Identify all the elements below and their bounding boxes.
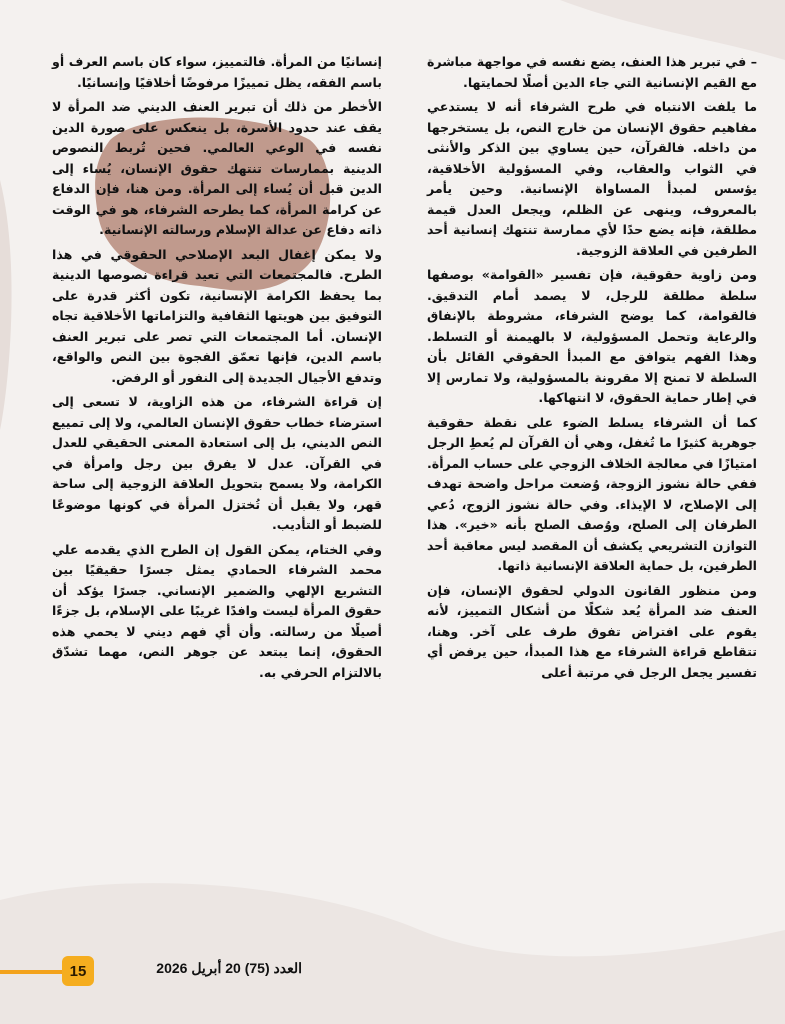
paragraph: كما أن الشرفاء يسلط الضوء على نقطة حقوقية جوهرية كثيرًا ما تُغفل، وهي أن القرآن لم يُعطِ الرجل امتيازًا في معالجة الخلاف الزوجي على حساب المرأة. ففي حالة نشوز الزوجة، وُضعت مراحل واضحة تهدف إلى الإصلاح، لا الإيذاء. وفي حالة نشوز الزوج، دُعي الطرفان إلى الصلح، ووُصف الصلح بأنه «خير». هذا التوازن التشريعي يكشف أن المقصد ليس معاقبة أحد الطرفين، بل حماية العلاقة الإنسانية ذاتها. — [427, 414, 757, 573]
paragraph: ومن زاوية حقوقية، فإن تفسير «القوامة» بوصفها سلطة مطلقة للرجل، لا يصمد أمام التدقيق. فالقوامة، كما يوضح الشرفاء، مشروطة بالإنفاق والرعاية وتحمل المسؤولية، لا بالهيمنة أو التسلط. وهذا الفهم يتوافق مع المبدأ الحقوقي القائل بأن السلطة لا تمنح إلا مقرونة بالمسؤولية، ولا تمارس إلا في إطار حماية الحقوق، لا انتهاكها. — [427, 267, 757, 405]
issue-info: العدد (75) 20 أبريل 2026 — [156, 960, 302, 976]
paragraph: – في تبرير هذا العنف، يضع نفسه في مواجهة مباشرة مع القيم الإنسانية التي جاء الدين أصلًا لحمايتها. — [427, 54, 757, 90]
paragraph: إنسانيًا من المرأة. فالتمييز، سواء كان باسم العرف أو باسم الفقه، يظل تمييزًا مرفوضًا أخلاقيًا وإنسانيًا. — [52, 54, 382, 90]
light-blob-top-right — [560, 0, 785, 60]
article-column-right — [427, 52, 757, 687]
paragraph: وفي الختام، يمكن القول إن الطرح الذي يقدمه علي محمد الشرفاء الحمادي يمثل جسرًا حقيقيًا بين التشريع الإلهي والضمير الإنساني. جسرًا يؤكد أن حقوق المرأة ليست وافدًا غريبًا على الإسلام، بل جزءًا أصيلًا من رسالته. وأن أي فهم ديني لا يحمي هذه الحقوق، إنما يبتعد عن جوهر النص، مهما تشدّق بالالتزام الحرفي به. — [52, 541, 382, 680]
page-number-badge: 15 — [62, 956, 94, 986]
paragraph: ومن منظور القانون الدولي لحقوق الإنسان، فإن العنف ضد المرأة يُعد شكلًا من أشكال التمييز، لأنه يقوم على افتراض تفوق طرف على آخر. وهنا، تتقاطع قراءة الشرفاء مع هذا المبدأ، حين يرفض أي تفسير يجعل الرجل في مرتبة أعلى — [427, 582, 757, 680]
light-blob-bottom — [0, 883, 785, 1024]
paragraph: الأخطر من ذلك أن تبرير العنف الديني ضد المرأة لا يقف عند حدود الأسرة، بل ينعكس على صورة الدين نفسه في الوعي العالمي. فحين تُربط النصوص الدينية بممارسات تنتهك حقوق الإنسان، يُساء إلى الدين قبل أن يُساء إلى المرأة. ومن هنا، فإن الدفاع عن كرامة المرأة، كما يطرحه الشرفاء، هو في الوقت ذاته دفاع عن عدالة الإسلام ورسالته الإنسانية. — [52, 99, 382, 237]
paragraph: ما يلفت الانتباه في طرح الشرفاء أنه لا يستدعي مفاهيم حقوق الإنسان من خارج النص، بل يستخرجها من داخله. فالقرآن، حين يساوي بين الذكر والأنثى في الثواب والعقاب، وفي المسؤولية الأخلاقية، يؤسس لمبدأ المساواة الإنسانية. وحين يأمر بالمعروف، وينهى عن الظلم، ويجعل العدل قيمة مطلقة، فإنه يضع حدًا لأي ممارسة تنتهك إنسانية أحد الطرفين في العلاقة الزوجية. — [427, 99, 757, 258]
light-blob-left — [0, 180, 12, 430]
article-column-left — [52, 52, 382, 687]
footer-accent-bar — [0, 970, 62, 974]
paragraph: إن قراءة الشرفاء، من هذه الزاوية، لا تسعى إلى استرضاء خطاب حقوق الإنسان العالمي، ولا إلى تمييع النص الديني، بل إلى استعادة المعنى الحقيقي للعدل في القرآن. عدل لا يفرق بين رجل وامرأة في الكرامة، ولا يسمح بتحويل العلاقة الزوجية إلى ساحة قهر، ولا يقبل أن تُختزل المرأة في كونها موضوعًا للضبط أو التأديب. — [52, 394, 382, 532]
paragraph: ولا يمكن إغفال البعد الإصلاحي الحقوقي في هذا الطرح. فالمجتمعات التي تعيد قراءة نصوصها الدينية بما يحفظ الكرامة الإنسانية، تكون أكثر قدرة على التوفيق بين هويتها الثقافية والتزاماتها الأخلاقية تجاه الإنسان. أما المجتمعات التي تصر على تبرير العنف باسم الدين، فإنها تعمّق الفجوة بين النص والواقع، وتدفع الأجيال الجديدة إلى النفور أو الرفض. — [52, 246, 382, 385]
